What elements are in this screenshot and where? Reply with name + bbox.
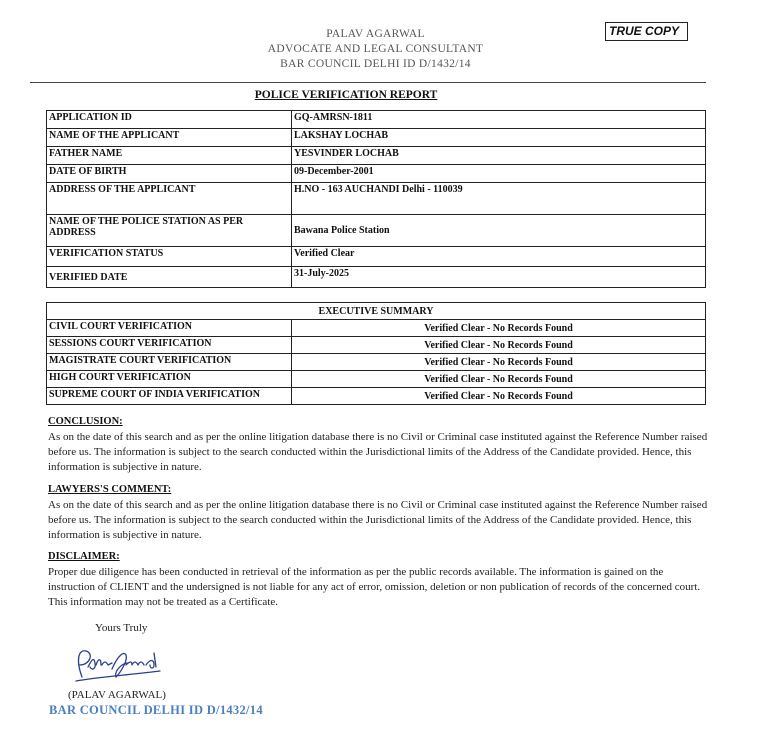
disclaimer-text: Proper due diligence has been conducted in retrieval of the information as per the public records available. The information is gained on the instruction of CLIENT and the undersigned is not liable for any act of error, omission, deletion or non publication of records of the concerned court. This information may not be treated as a Certificate. [48,566,701,608]
report-title: POLICE VERIFICATION REPORT [254,89,438,101]
summary-value: Verified Clear - No Records Found [292,388,706,405]
info-value: 09-December-2001 [292,165,706,183]
info-label: VERIFIED DATE [47,267,292,288]
info-label: VERIFICATION STATUS [47,247,292,267]
table-row [47,337,706,354]
info-value: Bawana Police Station [292,215,706,247]
table-row [47,388,706,405]
info-label: NAME OF THE APPLICANT [47,129,292,147]
lawyers-comment-text: As on the date of this search and as per the online litigation database there is no Civil or Criminal case instituted against the Reference Number raised before us. The information is subject to the search conducted within the Jurisdictional limits of the Address of the Candidate provided. Hence, this information is subjective in nature. [48,499,708,541]
info-value: 31-July-2025 [292,267,706,288]
info-value: H.NO - 163 AUCHANDI Delhi - 110039 [292,183,706,215]
table-row [47,354,706,371]
applicant-info-table [46,110,706,288]
info-label: APPLICATION ID [47,111,292,129]
closing-text: Yours Truly [95,622,148,634]
info-value: LAKSHAY LOCHAB [292,129,706,147]
table-row [47,165,706,183]
summary-label: MAGISTRATE COURT VERIFICATION [47,354,292,371]
disclaimer-section [48,549,708,610]
info-value: Verified Clear [292,247,706,267]
info-label: ADDRESS OF THE APPLICANT [47,183,292,215]
summary-label: SUPREME COURT OF INDIA VERIFICATION [47,388,292,405]
disclaimer-title: DISCLAIMER: [48,551,120,562]
table-row [47,371,706,388]
header-divider [30,82,706,83]
advocate-name: PALAV AGARWAL [326,28,425,40]
summary-label: CIVIL COURT VERIFICATION [47,320,292,337]
letterhead [0,27,751,72]
signatory-name: (PALAV AGARWAL) [68,689,166,701]
table-row [47,320,706,337]
info-label: FATHER NAME [47,147,292,165]
summary-title: EXECUTIVE SUMMARY [47,303,706,320]
info-label: DATE OF BIRTH [47,165,292,183]
table-row [47,111,706,129]
summary-value: Verified Clear - No Records Found [292,354,706,371]
summary-value: Verified Clear - No Records Found [292,337,706,354]
summary-value: Verified Clear - No Records Found [292,320,706,337]
table-row [47,215,706,247]
bar-council-id: BAR COUNCIL DELHI ID D/1432/14 [49,703,263,717]
info-value: GQ-AMRSN-1811 [292,111,706,129]
info-label: NAME OF THE POLICE STATION AS PER ADDRESS [47,215,292,247]
executive-summary-table [46,302,706,405]
table-row [47,247,706,267]
advocate-title: ADVOCATE AND LEGAL CONSULTANT [267,43,484,55]
table-row [47,147,706,165]
signature-image [68,641,168,692]
true-copy-stamp: TRUE COPY [605,22,688,41]
lawyers-comment-section [48,482,708,543]
conclusion-section [48,414,708,475]
summary-label: HIGH COURT VERIFICATION [47,371,292,388]
info-value: YESVINDER LOCHAB [292,147,706,165]
table-row [47,303,706,320]
advocate-bar-id: BAR COUNCIL DELHI ID D/1432/14 [280,58,471,70]
table-row [47,183,706,215]
table-row [47,129,706,147]
conclusion-title: CONCLUSION: [48,416,123,427]
conclusion-text: As on the date of this search and as per the online litigation database there is no Civil or Criminal case instituted against the Reference Number raised before us. The information is subject to the search conducted within the Jurisdictional limits of the Address of the Candidate provided. Hence, this information is subjective in nature. [48,431,708,473]
summary-label: SESSIONS COURT VERIFICATION [47,337,292,354]
summary-value: Verified Clear - No Records Found [292,371,706,388]
table-row [47,267,706,288]
lawyers-comment-title: LAWYERS'S COMMENT: [48,484,172,495]
